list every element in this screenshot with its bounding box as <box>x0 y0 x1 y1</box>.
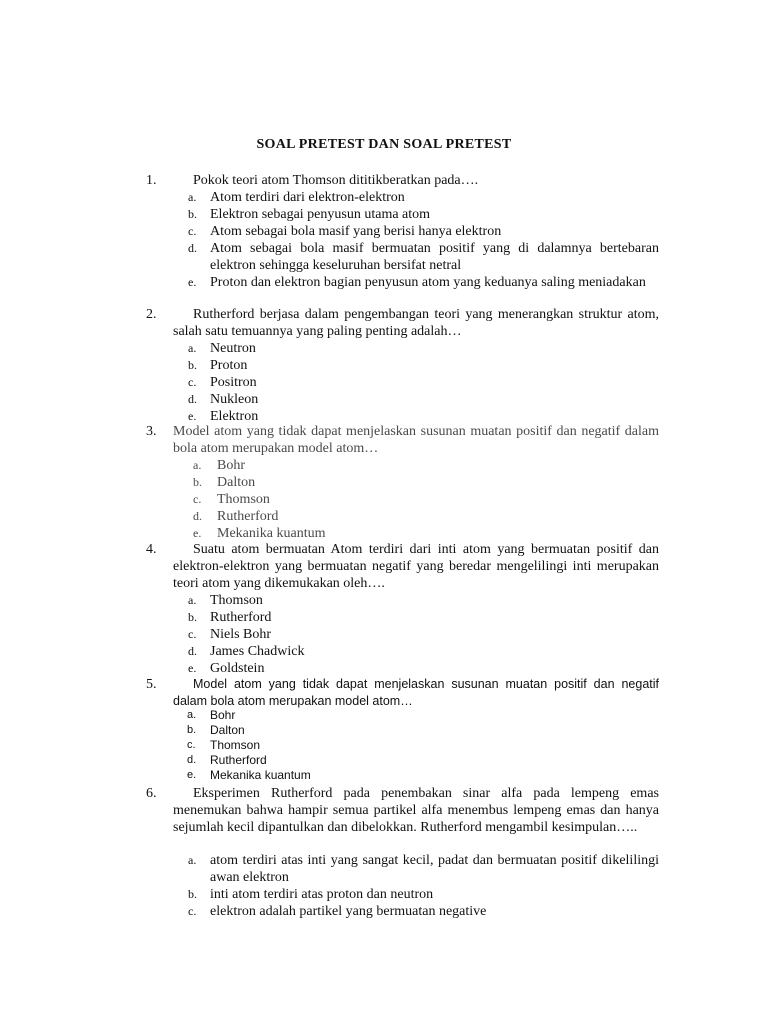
option-d <box>0 753 768 768</box>
option-letter: c. <box>188 224 197 238</box>
option-letter: d. <box>188 644 197 658</box>
option-letter: a. <box>188 853 197 867</box>
option-text: Elektron <box>210 409 259 424</box>
option-letter: c. <box>188 627 197 641</box>
option-b <box>0 474 768 491</box>
option-a <box>0 592 768 609</box>
option-a <box>0 340 768 357</box>
option-b <box>0 723 768 738</box>
option-text: Mekanika kuantum <box>217 526 326 541</box>
option-b <box>0 886 768 903</box>
option-text: Proton <box>210 358 248 373</box>
option-text: Nukleon <box>210 392 259 407</box>
option-a <box>0 457 768 474</box>
question-number: 3. <box>146 424 157 439</box>
option-letter: a. <box>188 341 197 355</box>
question-text: Suatu atom bermuatan Atom terdiri dari inti atom yang bermuatan positif dan elektron-elektron yang bermuatan negatif yang beredar mengelilingi inti merupakan teori atom yang dikemukakan oleh…. <box>173 542 659 591</box>
option-text: Goldstein <box>210 661 265 676</box>
option-text: Dalton <box>210 723 245 737</box>
options-list-3 <box>0 457 768 542</box>
question-text: Pokok teori atom Thomson dititikberatkan pada…. <box>193 173 479 188</box>
question-text: Model atom yang tidak dapat menjelaskan susunan muatan positif dan negatif dalam bola atom merupakan model atom… <box>173 424 659 456</box>
option-text: Thomson <box>217 492 270 507</box>
option-a <box>0 189 768 206</box>
question-number: 2. <box>146 307 157 322</box>
option-letter: c. <box>188 904 197 918</box>
option-letter: d. <box>188 392 197 406</box>
option-a <box>0 708 768 723</box>
option-letter: b. <box>188 887 197 901</box>
option-letter: b. <box>188 207 197 221</box>
option-letter: d. <box>193 509 202 523</box>
option-e <box>0 660 768 677</box>
question-text: Rutherford berjasa dalam pengembangan teori yang menerangkan struktur atom, salah satu temuannya yang paling penting adalah… <box>173 307 659 339</box>
question-number: 1. <box>146 173 157 188</box>
option-b <box>0 206 768 223</box>
option-letter: a. <box>193 458 202 472</box>
option-b <box>0 609 768 626</box>
option-c <box>0 374 768 391</box>
option-letter: a. <box>188 593 197 607</box>
options-list-1 <box>0 189 768 291</box>
option-b <box>0 357 768 374</box>
option-text: Rutherford <box>217 509 279 524</box>
option-letter: e. <box>188 661 197 675</box>
option-letter: a. <box>188 190 197 204</box>
option-text: Thomson <box>210 593 263 608</box>
option-c <box>0 626 768 643</box>
option-text: Positron <box>210 375 257 390</box>
option-text: Bohr <box>217 458 245 473</box>
option-letter: b. <box>188 358 197 372</box>
option-letter: d. <box>188 241 197 255</box>
option-text: Atom terdiri dari elektron-elektron <box>210 190 405 205</box>
options-list-2 <box>0 340 768 425</box>
option-letter: b. <box>193 475 202 489</box>
option-text: Bohr <box>210 708 236 722</box>
option-text: Atom sebagai bola masif bermuatan positif yang di dalamnya bertebaran elektron sehingga keseluruhan bersifat netral <box>210 241 659 273</box>
option-text: Dalton <box>217 475 256 490</box>
option-c <box>0 491 768 508</box>
option-letter: c. <box>193 492 202 506</box>
option-letter: e. <box>187 769 197 781</box>
option-e <box>0 768 768 783</box>
option-d <box>0 391 768 408</box>
option-text: Rutherford <box>210 753 267 767</box>
option-letter: b. <box>188 610 197 624</box>
option-text: atom terdiri atas inti yang sangat kecil, padat dan bermuatan positif dikelilingi awan elektron <box>210 853 659 885</box>
options-list-6 <box>0 852 768 920</box>
option-text: Neutron <box>210 341 256 356</box>
option-text: Atom sebagai bola masif yang berisi hanya elektron <box>210 224 502 239</box>
option-text: Mekanika kuantum <box>210 768 311 782</box>
option-text: Elektron sebagai penyusun utama atom <box>210 207 431 222</box>
option-letter: c. <box>187 739 196 751</box>
option-e <box>0 525 768 542</box>
option-text: James Chadwick <box>210 644 305 659</box>
option-a <box>0 852 768 886</box>
option-letter: c. <box>188 375 197 389</box>
option-text: Proton dan elektron bagian penyusun atom yang keduanya saling meniadakan <box>210 275 646 290</box>
option-c <box>0 223 768 240</box>
question-number: 6. <box>146 786 157 801</box>
option-e <box>0 274 768 291</box>
options-list-4 <box>0 592 768 677</box>
option-letter: a. <box>187 709 197 721</box>
question-text: Eksperimen Rutherford pada penembakan sinar alfa pada lempeng emas menemukan bahwa hampir semua partikel alfa menembus lempeng emas dan hanya sejumlah kecil dipantulkan dan dibelokkan. Rutherford mengambil kesimpulan….. <box>173 786 659 835</box>
question-number: 4. <box>146 542 157 557</box>
option-text: Niels Bohr <box>210 627 272 642</box>
option-letter: b. <box>187 724 197 736</box>
option-text: inti atom terdiri atas proton dan neutron <box>210 887 434 902</box>
option-letter: d. <box>187 754 197 766</box>
option-text: Rutherford <box>210 610 272 625</box>
option-letter: e. <box>193 526 202 540</box>
page-title: SOAL PRETEST DAN SOAL PRETEST <box>256 137 512 152</box>
option-d <box>0 240 768 274</box>
option-d <box>0 508 768 525</box>
question-text: Model atom yang tidak dapat menjelaskan susunan muatan positif dan negatif dalam bola atom merupakan model atom… <box>173 677 659 708</box>
option-text: Thomson <box>210 738 261 752</box>
option-text: elektron adalah partikel yang bermuatan negative <box>210 904 487 919</box>
option-c <box>0 903 768 920</box>
option-d <box>0 643 768 660</box>
options-list-5 <box>0 708 768 783</box>
option-letter: e. <box>188 409 197 423</box>
option-letter: e. <box>188 275 197 289</box>
option-c <box>0 738 768 753</box>
question-number: 5. <box>146 677 157 692</box>
